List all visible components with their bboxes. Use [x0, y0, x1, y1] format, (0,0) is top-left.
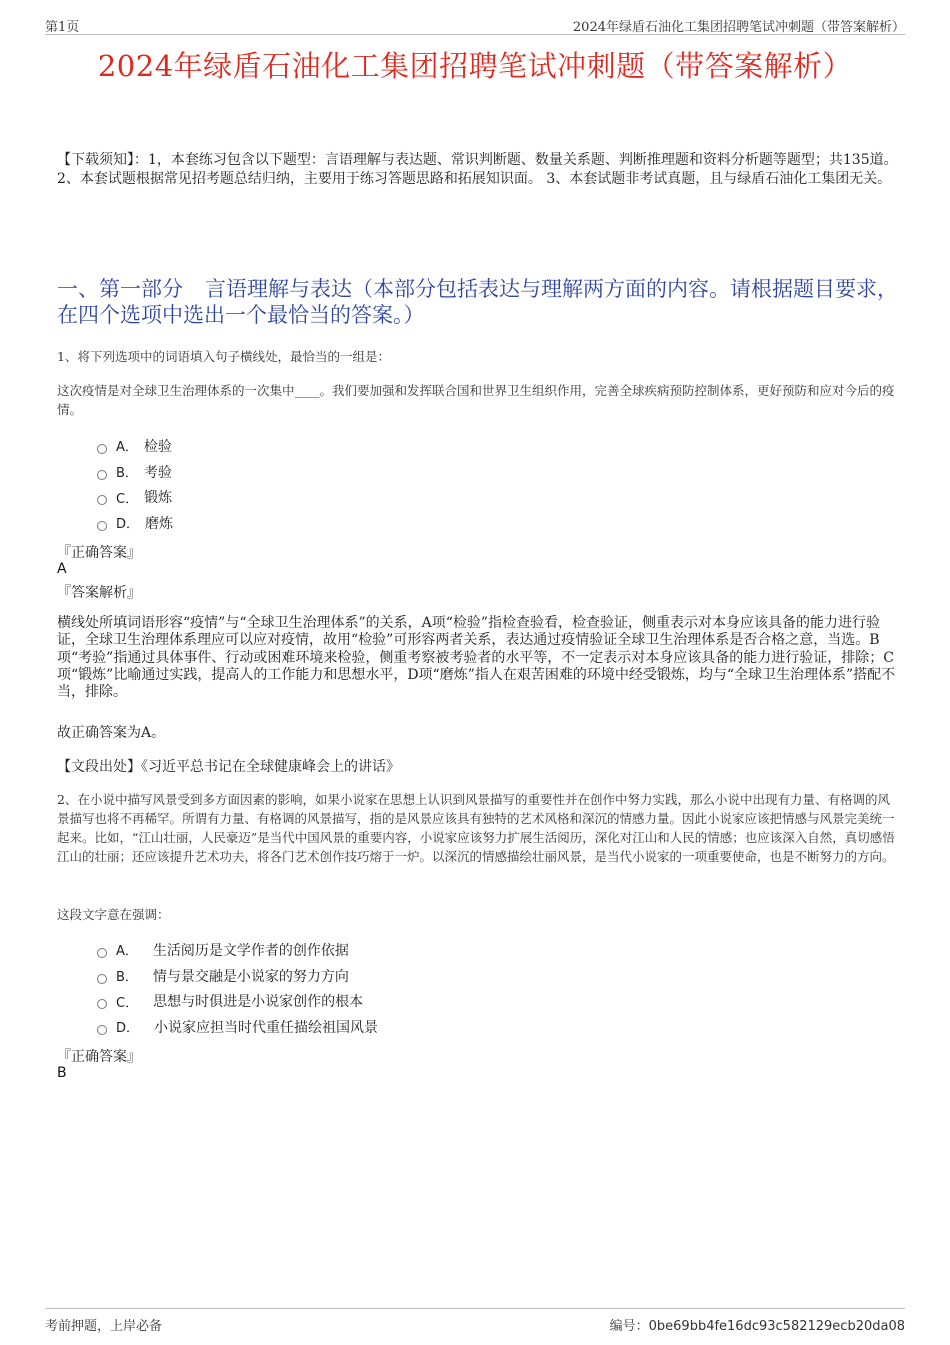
q1-source: 【文段出处】《习近平总书记在全球健康峰会上的讲话》	[57, 759, 400, 775]
option-text: 考验	[143, 464, 172, 481]
page-header	[45, 14, 905, 35]
q1-prompt: 1、将下列选项中的词语填入句子横线处，最恰当的一组是：	[57, 349, 390, 364]
q1-option-a[interactable]	[97, 433, 597, 459]
q1-options	[97, 433, 597, 536]
option-letter: C．	[116, 995, 139, 1011]
section-title-text: 言语理解与表达（本部分包括表达与理解两方面的内容。请根据题目要求，在四个选项中选出一个最恰当的答案。）	[57, 277, 898, 327]
option-letter: D．	[116, 1021, 140, 1037]
q2-options	[97, 937, 597, 1040]
option-letter: D．	[116, 517, 140, 533]
footer-id	[610, 1315, 905, 1334]
q1-analysis-label: 『答案解析』	[57, 585, 141, 601]
page-title: 2024年绿盾石油化工集团招聘笔试冲刺题（带答案解析）	[97, 49, 853, 83]
q2-option-d[interactable]	[97, 1014, 597, 1040]
download-notice: 【下载须知】：1，本套练习包含以下题型：言语理解与表达题、常识判断题、数量关系题、判断推理题和资料分析题等题型；共135道。 2、本套试题根据常见招考题总结归纳，主要用于练习答题思路和拓展知识面。 3、本套试题非考试真题，且与绿盾石油化工集团无关。	[57, 152, 898, 187]
radio-icon[interactable]	[97, 999, 107, 1009]
option-letter: B．	[116, 970, 138, 986]
option-letter: A．	[116, 944, 138, 960]
section-heading	[57, 276, 899, 328]
header-doc-title: 2024年绿盾石油化工集团招聘笔试冲刺题（带答案解析）	[572, 20, 905, 35]
q2-option-b[interactable]	[97, 963, 597, 989]
option-text: 锻炼	[144, 490, 173, 507]
q2-option-c[interactable]	[97, 988, 597, 1014]
q2-passage: 2、在小说中描写风景受到多方面因素的影响，如果小说家在思想上认识到风景描写的重要性并在创作中努力实践，那么小说中出现有力量、有格调的风景描写也将不再稀罕。所谓有力量、有格调的风景描写，指的是风景应该具有独特的艺术风格和深沉的情感力量。因此小说家应该把情感与风景完美统一起来。比如，“江山壮丽，人民豪迈”是当代中国风景的重要内容，小说家应该努力扩展生活阅历，深化对江山和人民的情感；也应该深入自然，真切感悟江山的壮丽；还应该提升艺术功夫，将各门艺术创作技巧熔于一炉。以深沉的情感描绘壮丽风景，是当代小说家的一项重要使命，也是不断努力的方向。	[57, 792, 895, 864]
q2-correct-answer-label: 『正确答案』	[57, 1049, 141, 1065]
radio-icon[interactable]	[97, 495, 107, 505]
q2-option-a[interactable]	[97, 937, 597, 963]
q2-correct-answer: B	[57, 1065, 67, 1081]
option-text: 思想与时俱进是小说家创作的根本	[153, 994, 364, 1011]
page-number: 第1页	[45, 20, 80, 35]
radio-icon[interactable]	[97, 470, 107, 480]
option-text: 小说家应担当时代重任描绘祖国风景	[154, 1019, 379, 1036]
option-text: 检验	[143, 438, 172, 455]
q1-option-d[interactable]	[97, 510, 597, 536]
footer-id-label: 编号：	[609, 1319, 649, 1334]
radio-icon[interactable]	[97, 521, 107, 531]
section-number: 一、第一部分	[57, 277, 183, 301]
radio-icon[interactable]	[97, 1025, 107, 1035]
q1-correct-answer-label: 『正确答案』	[57, 545, 141, 561]
radio-icon[interactable]	[97, 948, 107, 958]
q1-correct-answer: A	[57, 561, 67, 577]
q1-passage: 这次疫情是对全球卫生治理体系的一次集中____。我们要加强和发挥联合国和世界卫生组织作用，完善全球疾病预防控制体系，更好预防和应对今后的疫情。	[57, 383, 895, 417]
footer-id-value: 0be69bb4fe16dc93c582129ecb20da08	[648, 1319, 905, 1334]
q1-option-b[interactable]	[97, 459, 597, 485]
option-text: 情与景交融是小说家的努力方向	[152, 968, 349, 985]
q2-prompt: 这段文字意在强调：	[57, 907, 170, 922]
q1-option-c[interactable]	[97, 484, 597, 510]
page-footer	[45, 1308, 905, 1334]
q1-analysis: 横线处所填词语形容“疫情”与“全球卫生治理体系”的关系，A项“检验”指检查验看，检查验证，侧重表示对本身应该具备的能力进行验证，全球卫生治理体系理应可以应对疫情，故用“检验”可形容两者关系，表达通过疫情验证全球卫生治理体系是否合格之意，当选。B项“考验”指通过具体事件、行动或困难环境来检验，侧重考察被考验者的水平等，不一定表示对本身应该具备的能力进行验证，排除；C项“锻炼”比喻通过实践，提高人的工作能力和思想水平，D项“磨炼”指人在艰苦困难的环境中经受锻炼，均与“全球卫生治理体系”搭配不当，排除。	[57, 615, 896, 701]
option-letter: A．	[116, 440, 138, 456]
option-text: 磨炼	[145, 515, 174, 532]
q1-conclusion: 故正确答案为A。	[57, 725, 166, 741]
radio-icon[interactable]	[97, 444, 107, 454]
footer-slogan: 考前押题，上岸必备	[45, 1319, 163, 1334]
option-text: 生活阅历是文学作者的创作依据	[152, 942, 349, 959]
radio-icon[interactable]	[97, 974, 107, 984]
option-letter: B．	[116, 466, 138, 482]
option-letter: C．	[116, 491, 139, 507]
